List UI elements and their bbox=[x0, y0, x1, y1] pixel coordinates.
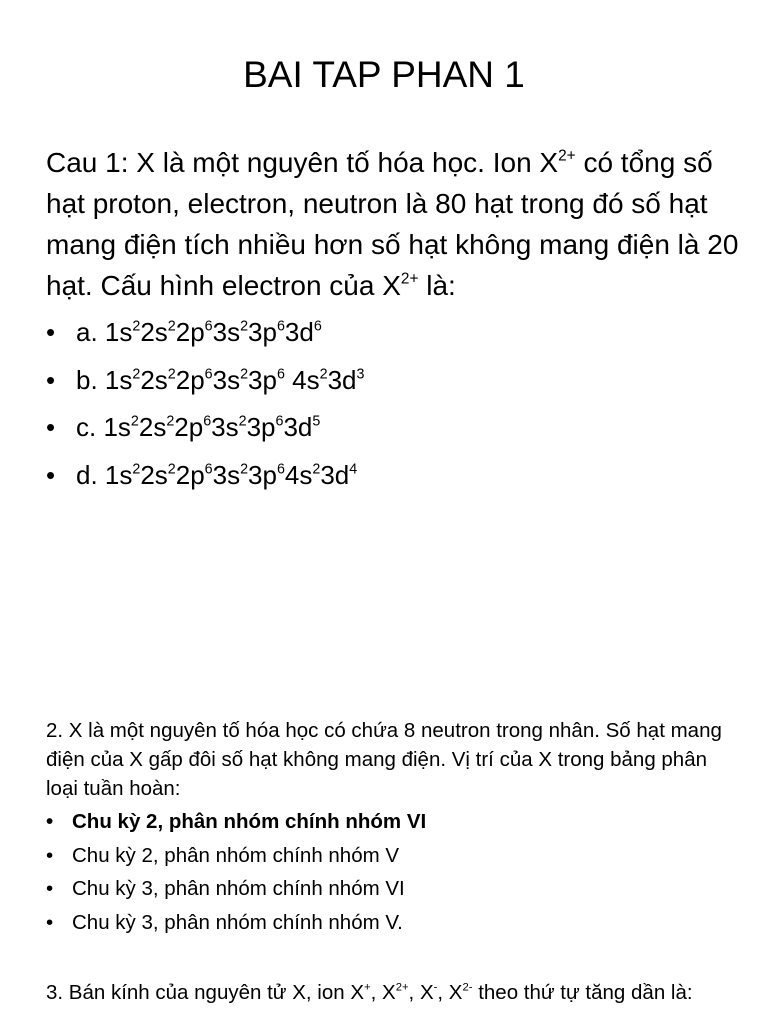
electron-count: 2 bbox=[167, 365, 176, 382]
bullet-icon: • bbox=[46, 317, 56, 347]
electron-count: 3 bbox=[356, 365, 365, 382]
orbital-label: 3s bbox=[211, 412, 239, 442]
orbital-label: 3d bbox=[320, 459, 350, 490]
electron-count: 2 bbox=[312, 460, 321, 477]
orbital-label: 2p bbox=[174, 412, 204, 442]
electron-configuration bbox=[76, 317, 322, 347]
question-1-text bbox=[46, 142, 746, 306]
electron-count: 2 bbox=[167, 460, 176, 477]
orbital-label: b. 1s bbox=[76, 364, 133, 395]
electron-count: 2 bbox=[132, 318, 141, 335]
electron-count: 2 bbox=[240, 460, 249, 477]
electron-configuration bbox=[76, 365, 364, 395]
electron-count: 2 bbox=[130, 413, 139, 430]
orbital-label: 3d bbox=[327, 364, 357, 395]
electron-count: 2 bbox=[166, 413, 175, 430]
ion-charge: - bbox=[433, 981, 438, 994]
orbital-label: 3p bbox=[248, 317, 277, 347]
electron-count: 4 bbox=[349, 460, 358, 477]
ion-charge: 2+ bbox=[558, 147, 576, 165]
question-3-text-part: theo thứ tự tăng dần là: bbox=[472, 981, 693, 1004]
orbital-label: 2s bbox=[138, 412, 167, 442]
electron-count: 6 bbox=[313, 318, 322, 335]
question-1-text-part: có tổng số hạt proton, electron, neutron là 80 hạt trong đó số hạt mang điện tích nhiều hơn số hạt không mang điện là 20 hạt. Cấu hình electron của X bbox=[46, 147, 739, 301]
question-1-option-b bbox=[46, 358, 746, 406]
orbital-label: 2p bbox=[175, 364, 205, 395]
electron-count: 6 bbox=[204, 460, 213, 477]
bullet-icon: • bbox=[46, 877, 54, 900]
orbital-label: c. 1s bbox=[76, 412, 131, 442]
bullet-icon: • bbox=[46, 910, 54, 934]
question-2-options bbox=[46, 808, 736, 942]
electron-count: 2 bbox=[240, 318, 249, 335]
electron-count: 2 bbox=[167, 318, 176, 335]
orbital-label: 3p bbox=[248, 459, 277, 490]
question-1-option-c bbox=[46, 405, 746, 453]
orbital-label: 3s bbox=[212, 459, 241, 490]
electron-count: 2 bbox=[132, 365, 141, 382]
electron-count: 2 bbox=[319, 365, 328, 382]
orbital-label: 4s bbox=[284, 364, 320, 395]
question-2-text: 2. X là một nguyên tố hóa học có chứa 8 neutron trong nhân. Số hạt mang điện của X gấp đôi số hạt không mang điện. Vị trí của X trong bảng phân loại tuần hoàn: bbox=[46, 719, 722, 800]
electron-count: 6 bbox=[203, 413, 212, 430]
question-2-option-label: Chu kỳ 3, phân nhóm chính nhóm V. bbox=[72, 910, 403, 934]
question-2-option bbox=[46, 808, 736, 842]
electron-count: 6 bbox=[276, 365, 285, 382]
orbital-label: 3s bbox=[212, 317, 241, 347]
question-1-text-part: Cau 1: X là một nguyên tố hóa học. Ion X bbox=[46, 147, 559, 178]
orbital-label: 3d bbox=[283, 412, 313, 442]
orbital-label: 3p bbox=[248, 364, 277, 395]
bullet-icon: • bbox=[46, 364, 56, 395]
orbital-label: 3d bbox=[284, 317, 314, 347]
electron-count: 6 bbox=[276, 460, 285, 477]
ion-charge: + bbox=[364, 981, 371, 994]
question-2-option-label: Chu kỳ 2, phân nhóm chính nhóm VI bbox=[72, 810, 427, 833]
question-2-option bbox=[46, 909, 736, 943]
page-title: BAI TAP PHAN 1 bbox=[243, 54, 525, 95]
question-2-option bbox=[46, 875, 736, 909]
question-3-text-part: , X bbox=[370, 981, 396, 1004]
question-1-text-part: là: bbox=[418, 270, 456, 301]
question-2-option-label: Chu kỳ 3, phân nhóm chính nhóm VI bbox=[72, 877, 405, 900]
electron-count: 6 bbox=[204, 318, 213, 335]
electron-count: 2 bbox=[240, 365, 249, 382]
bullet-icon: • bbox=[46, 843, 54, 867]
electron-count: 5 bbox=[312, 413, 321, 430]
electron-count: 2 bbox=[132, 460, 141, 477]
electron-count: 6 bbox=[275, 413, 284, 430]
question-3-text-part: , X bbox=[437, 981, 463, 1004]
question-2-option-label: Chu kỳ 2, phân nhóm chính nhóm V bbox=[72, 843, 400, 867]
question-3-text-part: 3. Bán kính của nguyên tử X, ion X bbox=[46, 981, 365, 1004]
orbital-label: 2p bbox=[175, 459, 205, 490]
question-3-text bbox=[46, 978, 736, 1007]
orbital-label: 2s bbox=[140, 317, 168, 347]
electron-count: 6 bbox=[204, 365, 213, 382]
orbital-label: d. 1s bbox=[76, 459, 133, 490]
bullet-icon: • bbox=[46, 412, 56, 442]
orbital-label: 4s bbox=[284, 459, 313, 490]
orbital-label: 2s bbox=[140, 459, 168, 490]
ion-charge: 2+ bbox=[400, 270, 419, 288]
electron-count: 2 bbox=[238, 413, 247, 430]
question-1-option-d bbox=[46, 453, 746, 501]
ion-charge: 2+ bbox=[395, 981, 409, 994]
ion-charge: 2- bbox=[462, 981, 473, 994]
orbital-label: 3p bbox=[246, 412, 276, 442]
electron-configuration bbox=[76, 412, 320, 442]
question-1-option-a bbox=[46, 310, 746, 358]
electron-configuration bbox=[76, 460, 357, 490]
question-2-option bbox=[46, 842, 736, 876]
orbital-label: a. 1s bbox=[76, 317, 133, 347]
orbital-label: 2p bbox=[175, 317, 205, 347]
orbital-label: 2s bbox=[140, 364, 168, 395]
bullet-icon: • bbox=[46, 810, 54, 833]
orbital-label: 3s bbox=[212, 364, 241, 395]
electron-count: 6 bbox=[276, 318, 285, 335]
question-3-text-part: , X bbox=[408, 981, 434, 1004]
bullet-icon: • bbox=[46, 459, 56, 490]
question-1-options bbox=[46, 310, 746, 500]
